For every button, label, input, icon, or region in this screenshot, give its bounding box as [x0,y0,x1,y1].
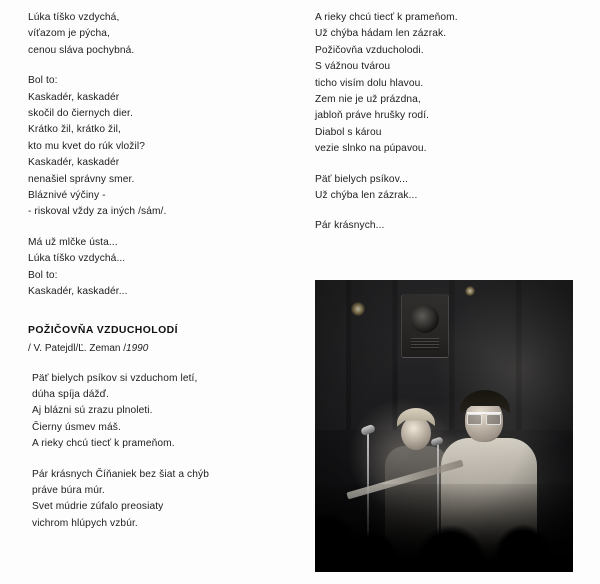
lyric-line: skočil do čiernych dier. [28,108,133,120]
lyric-line: Bol to: [28,269,58,281]
lyric-line: vezie slnko na púpavou. [315,143,427,155]
lyric-line: Už chýba len zázrak... [315,190,418,202]
lyric-line: - riskoval vždy za iných /sám/. [28,206,167,218]
lyric-line: Svet múdrie zúfalo preosiaty [32,501,164,513]
lyric-line: Diabol s károu [315,126,382,138]
photo-image [315,280,573,572]
photo-vignette [315,280,573,572]
lyric-line: Kaskadér, kaskadér [28,157,120,169]
lyric-line: Kaskadér, kaskadér... [28,286,128,298]
lyric-line: Krátko žil, krátko žil, [28,124,121,136]
stanza [28,73,283,221]
lyric-line: Zem nie je už prázdna, [315,94,421,106]
lyric-line: Bláznivé výčiny - [28,190,106,202]
lyric-line: víťazom je pýcha, [28,28,110,40]
right-column [315,10,575,249]
lyric-line: práve búra múr. [32,484,105,496]
stanza [315,10,575,158]
lyric-line: dúha spíja dážď. [32,388,109,400]
band-live-concert-photo [315,280,573,572]
lyric-line: A rieky chcú tiecť k prameňom. [32,438,175,450]
stanza [32,467,283,533]
lyric-line: Má už mlčke ústa... [28,236,118,248]
lyric-line: Pár krásnych... [315,220,385,232]
stanza [315,218,575,234]
lyric-line: kto mu kvet do rúk vložil? [28,140,145,152]
lyric-line: Bol to: [28,75,58,87]
lyric-line: nenašiel správny smer. [28,173,135,185]
lyric-line: Lúka tíško vzdychá... [28,253,126,265]
song-title: POŽIČOVŇA VZDUCHOLODÍ [28,324,178,336]
lyric-line: Lúka tíško vzdychá, [28,12,120,23]
lyric-line: A rieky chcú tiecť k prameňom. [315,12,458,23]
lyric-line: Päť bielych psíkov... [315,173,408,185]
lyric-line: vichrom hlúpych vzbúr. [32,517,138,529]
song-credit [28,341,283,357]
lyric-line: Čierny úsmev máš. [32,421,121,433]
lyric-line: Kaskadér, kaskadér [28,91,120,103]
lyric-line: Aj blázni sú zrazu plnoleti. [32,405,153,417]
lyric-line: Požičovňa vzducholodi. [315,44,424,56]
lyric-line: Päť bielych psíkov si vzduchom letí, [32,372,198,384]
lyric-line: ticho visím dolu hlavou. [315,77,424,89]
lyric-line: S vážnou tvárou [315,61,391,73]
credit-year: 1990 [126,342,149,354]
credit-authors: / V. Patejdl/Ľ. Zeman / [28,342,127,354]
lyric-line: cenou sláva pochybná. [28,44,135,56]
left-column [28,10,283,546]
stanza [28,235,283,301]
stanza [28,10,283,59]
stanza [32,371,283,453]
lyric-line: jabloň práve hrušky rodí. [315,110,430,122]
lyric-line: Pár krásnych Číňaniek bez šiat a chýb [32,468,209,480]
stanza [315,172,575,205]
lyric-line: Už chýba hádam len zázrak. [315,28,447,40]
